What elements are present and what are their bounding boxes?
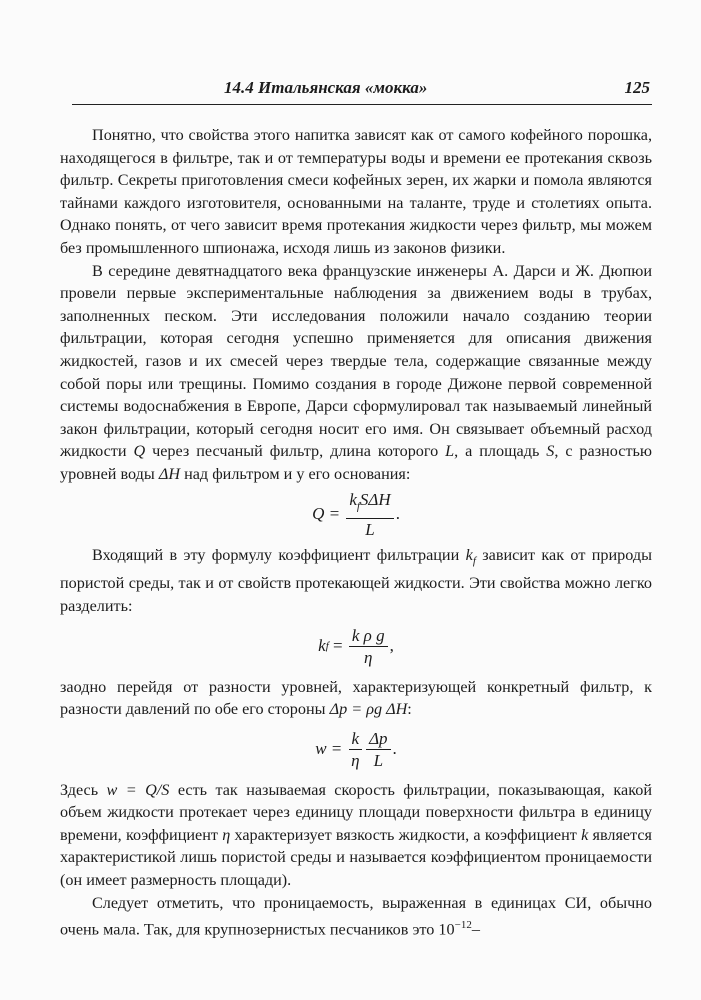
fraction: $\frac{k}{\eta}$ xyxy=(349,728,363,771)
fraction: $\frac{k_fS\Delta H}{L}$ xyxy=(346,489,393,539)
symbol-delta-h: ΔH xyxy=(158,464,181,483)
page-body xyxy=(60,124,652,941)
symbol-s: S xyxy=(546,442,555,461)
symbol-q: Q xyxy=(133,442,146,461)
symbol-l: L xyxy=(445,442,455,461)
symbol-eta: η xyxy=(222,825,231,844)
section-title: 14.4 Итальянская «мокка» xyxy=(224,78,428,97)
symbol-k: k xyxy=(581,825,589,844)
formula-filtration-coefficient: k f = $\frac{\text{k ρ g}}{\eta}$ , xyxy=(318,626,394,668)
paragraph-5: Здесь w = Q/S есть так называемая скорость фильтрации, показывающая, какой объем жидкости протекает через единицу площади поверхности фильтра в единицу времени, коэффициент η характеризует вязкость жидкости, а коэффициент k является характеристикой лишь пористой среды и называется коэффициентом проницаемости (он имеет размерность площади). xyxy=(60,780,652,890)
symbol-kf: $k_f$ xyxy=(465,545,476,567)
paragraph-4: заодно перейдя от разности уровней, характеризующей конкретный фильтр, к разности давлений по обе его стороны Δp = ρg ΔH: xyxy=(60,677,652,719)
paragraph-1: Понятно, что свойства этого напитка зависят как от самого кофейного порошка, находящегося в фильтре, так и от температуры воды и времени ее протекания сквозь фильтр. Секреты приготовления смеси кофейных зерен, их жарки и помола являются тайнами каждого изготовителя, основанными на таланте, труде и столетиях опыта. Однако понять, от чего зависит время протекания жидкости через фильтр, мы можем без промышленного шпионажа, исходя лишь из законов физики. xyxy=(60,126,652,257)
expression-pressure-difference: Δp = ρg ΔH xyxy=(329,700,408,719)
fraction: $\frac{\text{k ρ g}}{\eta}$ xyxy=(349,625,388,668)
running-header xyxy=(72,78,652,105)
formula-darcy-law: Q = $\frac{k_fS\Delta H}{L}$ . xyxy=(312,490,400,539)
paragraph-2: В середине девятнадцатого века французские инженеры А. Дарси и Ж. Дюпюи провели первые экспериментальные наблюдения за движением воды в трубах, заполненных песком. Эти исследования положили начало созданию теории фильтрации, которая сегодня успешно применяется для описания движения жидкостей, газов и их смесей через твердые тела, содержащие связанные между собой поры или трещины. Помимо создания в городе Дижоне первой современной системы водоснабжения в Европе, Дарси сформулировал так называемый линейный закон фильтрации, который сегодня носит его имя. Он связывает объемный расход жидкости Q через песчаный фильтр, длина которого L, а площадь S, с разностью уровней воды ΔH над фильтром и у его основания: xyxy=(60,261,652,483)
page-number: 125 xyxy=(624,78,650,97)
fraction: $\frac{\Delta p}{L}$ xyxy=(366,728,390,771)
expression-velocity: w = Q/S xyxy=(106,780,170,799)
paragraph-3: Входящий в эту формулу коэффициент фильтрации $k_f$ зависит как от природы пористой среды, так и от свойств протекающей жидкости. Эти свойства можно легко разделить: xyxy=(60,545,653,615)
formula-filtration-velocity: w = $\frac{k}{\eta}$ $\frac{\Delta p}{L}$ . xyxy=(315,729,397,771)
paragraph-6: Следует отметить, что проницаемость, выраженная в единицах СИ, обычно очень мала. Так, для крупнозернистых песчаников это $10^{-12}-$ xyxy=(60,893,652,939)
